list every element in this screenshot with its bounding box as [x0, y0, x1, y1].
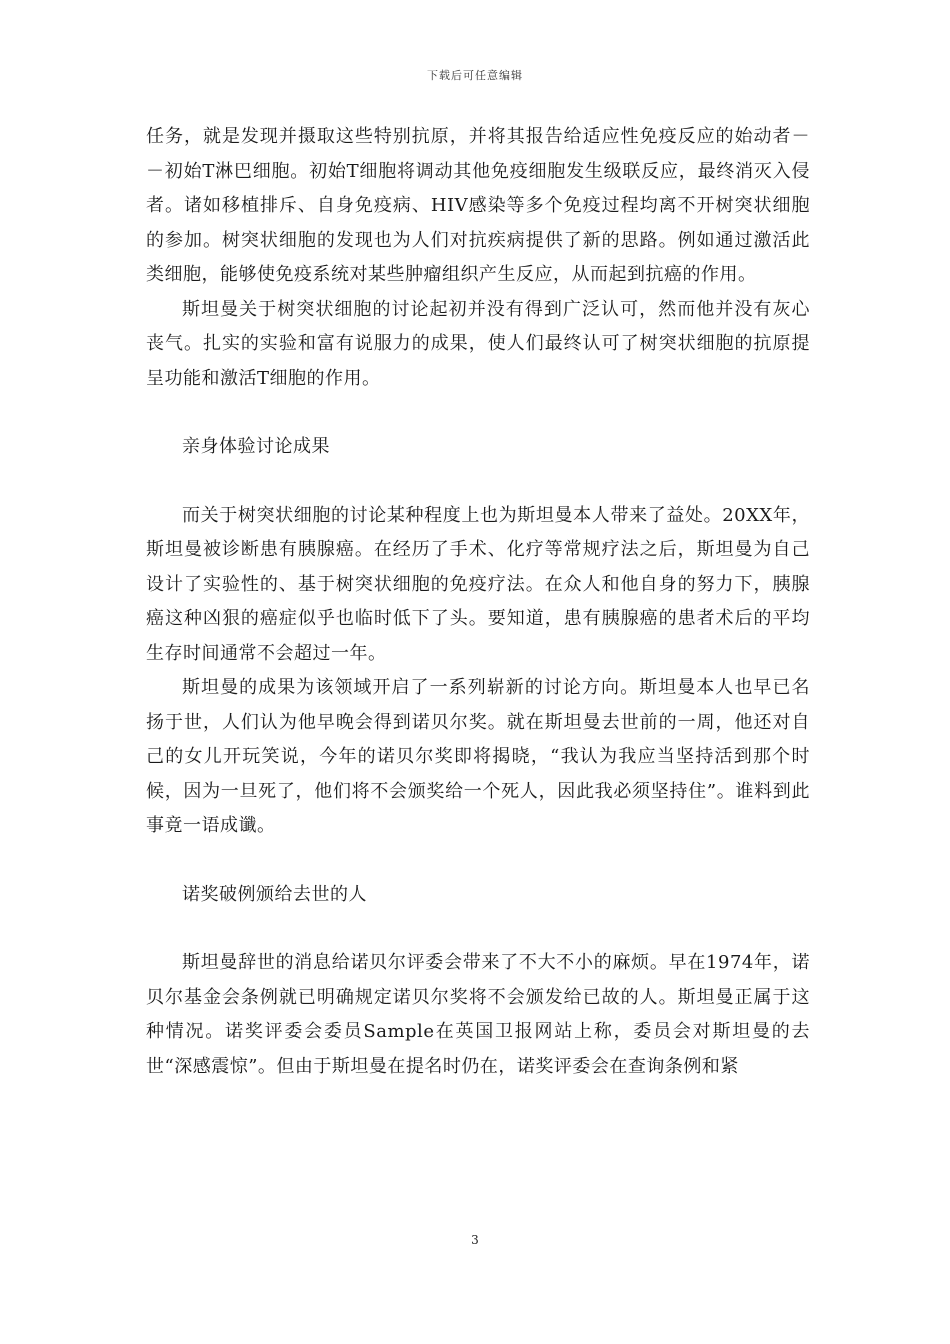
document-body — [146, 120, 810, 1084]
page-number: 3 — [471, 1233, 479, 1247]
spacer — [146, 912, 810, 946]
paragraph-5: 斯坦曼辞世的消息给诺贝尔评委会带来了不大不小的麻烦。早在1974年，诺贝尔基金会条例就已明确规定诺贝尔奖将不会颁发给已故的人。斯坦曼正属于这种情况。诺奖评委会委员Sample在英国卫报网站上称，委员会对斯坦曼的去世“深感震惊”。但由于斯坦曼在提名时仍在，诺奖评委会在查询条例和紧 — [146, 952, 810, 1077]
paragraph-4: 斯坦曼的成果为该领域开启了一系列崭新的讨论方向。斯坦曼本人也早已名扬于世，人们认为他早晚会得到诺贝尔奖。就在斯坦曼去世前的一周，他还对自己的女儿开玩笑说，今年的诺贝尔奖即将揭晓，“我认为我应当坚持活到那个时候，因为一旦死了，他们将不会颁奖给一个死人，因此我必须坚持住”。谁料到此事竟一语成谶。 — [146, 677, 810, 836]
page-header: 下载后可任意编辑 — [427, 69, 523, 82]
spacer — [146, 396, 810, 430]
paragraph-1: 任务，就是发现并摄取这些特别抗原，并将其报告给适应性免疫反应的始动者－－初始T淋巴细胞。初始T细胞将调动其他免疫细胞发生级联反应，最终消灭入侵者。诸如移植排斥、自身免疫病、HIV感染等多个免疫过程均离不开树突状细胞的参加。树突状细胞的发现也为人们对抗疾病提供了新的思路。例如通过激活此类细胞，能够使免疫系统对某些肿瘤组织产生反应，从而起到抗癌的作用。 — [146, 126, 810, 285]
paragraph-2: 斯坦曼关于树突状细胞的讨论起初并没有得到广泛认可，然而他并没有灰心丧气。扎实的实验和富有说服力的成果，使人们最终认可了树突状细胞的抗原提呈功能和激活T细胞的作用。 — [146, 298, 810, 389]
section-heading-1: 亲身体验讨论成果 — [182, 436, 330, 457]
spacer — [146, 844, 810, 878]
section-heading-2: 诺奖破例颁给去世的人 — [182, 883, 367, 905]
spacer — [146, 465, 810, 499]
paragraph-3: 而关于树突状细胞的讨论某种程度上也为斯坦曼本人带来了益处。20XX年，斯坦曼被诊断患有胰腺癌。在经历了手术、化疗等常规疗法之后，斯坦曼为自己设计了实验性的、基于树突状细胞的免疫疗法。在众人和他自身的努力下，胰腺癌这种凶狠的癌症似乎也临时低下了头。要知道，患有胰腺癌的患者术后的平均生存时间通常不会超过一年。 — [146, 504, 810, 664]
